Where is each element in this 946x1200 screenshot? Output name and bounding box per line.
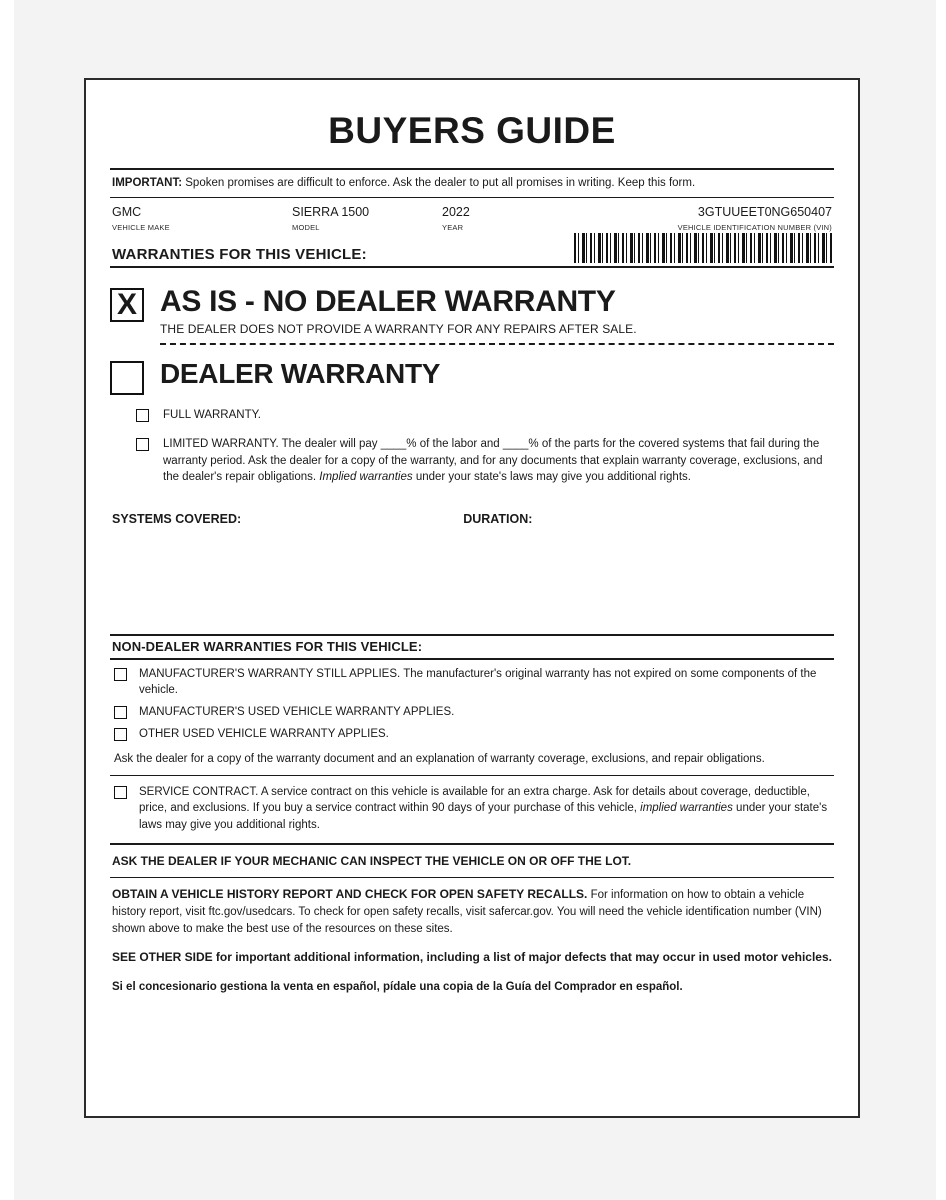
right-margin <box>936 0 946 1200</box>
important-notice <box>110 170 834 197</box>
as-is-checkbox[interactable]: X <box>110 288 144 322</box>
manufacturer-warranty-checkbox[interactable] <box>114 668 127 681</box>
vehicle-model <box>292 205 442 232</box>
full-warranty-row <box>110 407 834 424</box>
history-report-notice <box>110 878 834 941</box>
warranties-header-row <box>110 232 834 266</box>
vehicle-make <box>112 205 292 232</box>
important-text: Spoken promises are difficult to enforce. Ask the dealer to put all promises in writing. Keep this form. <box>185 177 696 189</box>
service-contract-text <box>139 784 832 834</box>
service-contract-row <box>110 776 834 843</box>
dealer-warranty-checkbox[interactable] <box>110 361 144 395</box>
non-dealer-item-label: MANUFACTURER'S USED VEHICLE WARRANTY APPLIES. <box>139 706 455 719</box>
dealer-warranty-title: DEALER WARRANTY <box>160 358 441 390</box>
limited-warranty-row <box>110 436 834 486</box>
limited-warranty-text <box>163 436 834 486</box>
non-dealer-item <box>110 698 834 720</box>
as-is-subtitle: THE DEALER DOES NOT PROVIDE A WARRANTY FOR ANY REPAIRS AFTER SALE. <box>160 322 637 337</box>
vehicle-year <box>442 205 592 232</box>
other-side-notice <box>110 941 834 971</box>
non-dealer-heading: NON-DEALER WARRANTIES FOR THIS VEHICLE: <box>112 639 423 655</box>
systems-covered-label: SYSTEMS COVERED: <box>112 512 242 527</box>
service-contract-italic: implied warranties <box>640 802 733 815</box>
other-side-rest: for important additional information, including a list of major defects that may occur in used motor vehicles. <box>215 950 832 965</box>
manufacturer-used-warranty-checkbox[interactable] <box>114 706 127 719</box>
dashed-divider <box>160 343 834 345</box>
non-dealer-item <box>110 660 834 698</box>
as-is-title: AS IS - NO DEALER WARRANTY <box>160 284 616 318</box>
duration-label: DURATION: <box>463 512 533 527</box>
non-dealer-item-label: OTHER USED VEHICLE WARRANTY APPLIES. <box>139 728 389 741</box>
vehicle-vin-value: 3GTUUEET0NG650407 <box>697 204 832 219</box>
service-contract-checkbox[interactable] <box>114 786 127 799</box>
vehicle-vin <box>592 205 832 232</box>
service-contract-text-a: SERVICE CONTRACT. A service contract on this vehicle is available for an extra charge. Ask for details about coverage, deductible, price, and exclusions. If you buy a service contract within 90 days of your purchase of this vehicle, <box>139 785 810 815</box>
systems-covered-write-in-area[interactable] <box>110 526 834 634</box>
vehicle-make-label: VEHICLE MAKE <box>112 222 170 232</box>
dealer-warranty-section <box>110 359 834 395</box>
left-margin <box>0 0 14 1200</box>
divider <box>110 266 834 268</box>
full-warranty-checkbox[interactable] <box>136 409 149 422</box>
non-dealer-note: Ask the dealer for a copy of the warranty document and an explanation of warranty coverage, exclusions, and repair obligations. <box>114 752 765 765</box>
vehicle-info-row <box>110 198 834 232</box>
vehicle-vin-label: VEHICLE IDENTIFICATION NUMBER (VIN) <box>677 222 832 232</box>
history-report-bold: OBTAIN A VEHICLE HISTORY REPORT AND CHECK FOR OPEN SAFETY RECALLS. <box>112 887 588 902</box>
other-side-bold: SEE OTHER SIDE <box>112 950 213 965</box>
page-title: BUYERS GUIDE <box>328 110 616 151</box>
spanish-notice: Si el concesionario gestiona la venta en español, pídale una copia de la Guía del Comprador en español. <box>112 981 683 994</box>
important-label: IMPORTANT: <box>112 177 183 189</box>
limited-warranty-tail: under your state's laws may give you additional rights. <box>415 471 691 484</box>
as-is-section <box>110 286 834 346</box>
buyers-guide-document <box>84 78 860 1118</box>
barcode-image <box>574 233 832 263</box>
systems-duration-row <box>110 512 834 526</box>
vehicle-year-label: YEAR <box>442 222 464 232</box>
vehicle-year-value: 2022 <box>442 204 470 219</box>
full-warranty-label: FULL WARRANTY. <box>163 409 261 422</box>
non-dealer-item <box>110 720 834 742</box>
inspect-notice: ASK THE DEALER IF YOUR MECHANIC CAN INSPECT THE VEHICLE ON OR OFF THE LOT. <box>112 853 632 868</box>
vehicle-model-label: MODEL <box>292 222 320 232</box>
history-report-rest: For information on how to obtain a vehicle history report, visit ftc.gov/usedcars. To check for open safety recalls, visit safercar.gov. You will need the vehicle identification number (VIN) shown above to make the best use of the resources on these sites. <box>112 889 822 935</box>
warranties-heading: WARRANTIES FOR THIS VEHICLE: <box>112 245 367 263</box>
as-is-text-block <box>160 286 834 346</box>
limited-warranty-main: LIMITED WARRANTY. The dealer will pay ____% of the labor and ____% of the parts for the covered systems that fail during the warranty period. Ask the dealer for a copy of the warranty, and for any documents that explain warranty coverage, exclusions, and the dealer's repair obligations. <box>163 438 823 484</box>
limited-warranty-italic: Implied warranties <box>319 471 413 484</box>
vehicle-make-value: GMC <box>112 204 142 219</box>
service-contract-text-b: under your state's laws may give you additional rights. <box>139 802 828 831</box>
non-dealer-item-label: MANUFACTURER'S WARRANTY STILL APPLIES. The manufacturer's original warranty has not expired on some components of the vehicle. <box>139 668 817 697</box>
limited-warranty-checkbox[interactable] <box>136 438 149 451</box>
other-used-warranty-checkbox[interactable] <box>114 728 127 741</box>
vehicle-model-value: SIERRA 1500 <box>292 204 370 219</box>
